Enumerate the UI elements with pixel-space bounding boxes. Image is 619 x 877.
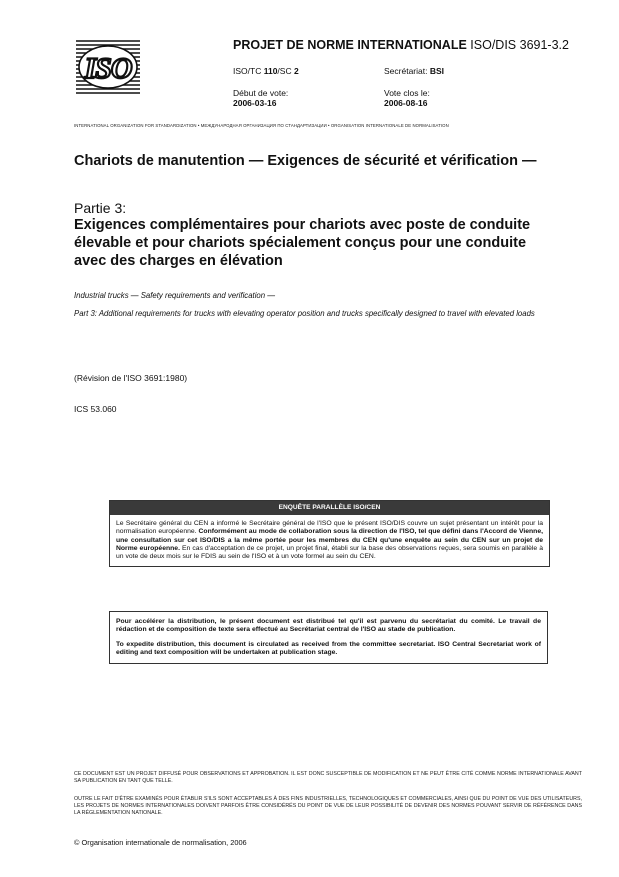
document-main-title: Chariots de manutention — Exigences de sécurité et vérification —: [74, 153, 537, 169]
committee-reference: [233, 66, 299, 76]
secretariat: [384, 66, 444, 76]
distribution-notice-en: To expedite distribution, this document is circulated as received from the committee secretariat. ISO Central Secretariat work of editing and text composition will be undertaken at publication stage.: [116, 640, 541, 657]
secretariat-label: Secrétariat:: [384, 66, 430, 76]
vote-end-value: 2006-08-16: [384, 98, 428, 108]
enquiry-heading: ENQUÊTE PARALLÈLE ISO/CEN: [110, 501, 549, 515]
ics-code: ICS 53.060: [74, 404, 117, 414]
vote-start-value: 2006-03-16: [233, 98, 277, 108]
enquiry-text-intro: Le Secrétaire général du CEN a informé le Secrétaire général de l'ISO que le présent ISO/DIS couvre un sujet présentant un intérêt pour la normalisation européenne.: [116, 520, 543, 536]
sc-prefix: /SC: [277, 66, 294, 76]
document-status-title: [233, 38, 569, 52]
enquiry-text-end: En cas d'acceptation de ce projet, un projet final, établi sur la base des observations reçues, sera soumis en parallèle à un vote de deux mois sur le FDIS au sein de l'ISO et à un vote formel au sein du CEN.: [116, 544, 543, 561]
regulation-disclaimer: OUTRE LE FAIT D'ÊTRE EXAMINÉS POUR ÉTABLIR S'ILS SONT ACCEPTABLES À DES FINS INDUSTRIELLES, TECHNOLOGIQUES ET COMMERCIALES, AINSI QUE DU POINT DE VUE DES UTILISATEURS, LES PROJETS DE NORMES INTERNATIONALES DOIVENT PARFOIS ÊTRE CONSIDÉRÉS DU POINT DE VUE DE LEUR POSSIBILITÉ DE DEVENIR DES NORMES POUVANT SERVIR DE RÉFÉRENCE DANS LA RÉGLEMENTATION NATIONALE.: [74, 796, 582, 816]
secretariat-value: BSI: [429, 66, 444, 76]
sc-number: 2: [293, 66, 299, 76]
iso-logo: [76, 38, 140, 94]
document-reference: ISO/DIS 3691-3.2: [470, 38, 569, 52]
draft-label: PROJET DE NORME INTERNATIONALE: [233, 38, 467, 52]
english-title: Industrial trucks — Safety requirements and verification —: [74, 291, 276, 300]
vote-end-date: [384, 98, 427, 108]
english-part-title: Part 3: Additional requirements for trucks with elevating operator position and trucks specifically designed to travel with elevated loads: [74, 309, 535, 318]
vote-start-label: Début de vote:: [233, 88, 289, 98]
svg-text:ISO: ISO: [84, 52, 132, 85]
organization-names: INTERNATIONAL ORGANIZATION FOR STANDARDIZATION • МЕЖДУНАРОДНАЯ ОРГАНИЗАЦИЯ ПО СТАНДАРТИЗАЦИИ • ORGANISATION INTERNATIONALE DE NORMALISATION: [74, 123, 449, 128]
parallel-enquiry-box: [109, 500, 550, 567]
distribution-notice-fr: Pour accélérer la distribution, le présent document est distribué tel qu'il est parvenu du secrétariat du comité. Le travail de rédaction et de composition de texte sera effectué au Secrétariat central de l'ISO au stade de publication.: [116, 618, 541, 634]
tc-prefix: ISO/TC: [233, 66, 264, 76]
distribution-notice-box: [109, 611, 548, 664]
revision-note: (Révision de l'ISO 3691:1980): [74, 373, 188, 383]
iso-logo-graphic: [76, 38, 140, 94]
part-label: Partie 3:: [74, 200, 127, 216]
enquiry-text-bold: Conformément au mode de collaboration sous la direction de l'ISO, tel que défini dans l'Accord de Vienne, une consultation sur cet ISO/DIS a la même portée pour les membres du CEN qu'une enquête au sein du CEN sur un projet de Norme européenne.: [116, 528, 544, 552]
tc-number: 110: [263, 66, 278, 76]
vote-end-label: Vote clos le:: [384, 88, 430, 98]
part-title: Exigences complémentaires pour chariots avec poste de conduite élevable et pour chariots spécialement conçus pour une conduite avec des charges en élévation: [74, 217, 531, 269]
copyright-notice: © Organisation internationale de normalisation, 2006: [74, 838, 247, 847]
vote-start-date: [233, 98, 276, 108]
draft-disclaimer: CE DOCUMENT EST UN PROJET DIFFUSÉ POUR OBSERVATIONS ET APPROBATION. IL EST DONC SUSCEPTIBLE DE MODIFICATION ET NE PEUT ÊTRE CITÉ COMME NORME INTERNATIONALE AVANT SA PUBLICATION EN TANT QUE TELLE.: [74, 771, 582, 784]
enquiry-text: [110, 515, 549, 566]
